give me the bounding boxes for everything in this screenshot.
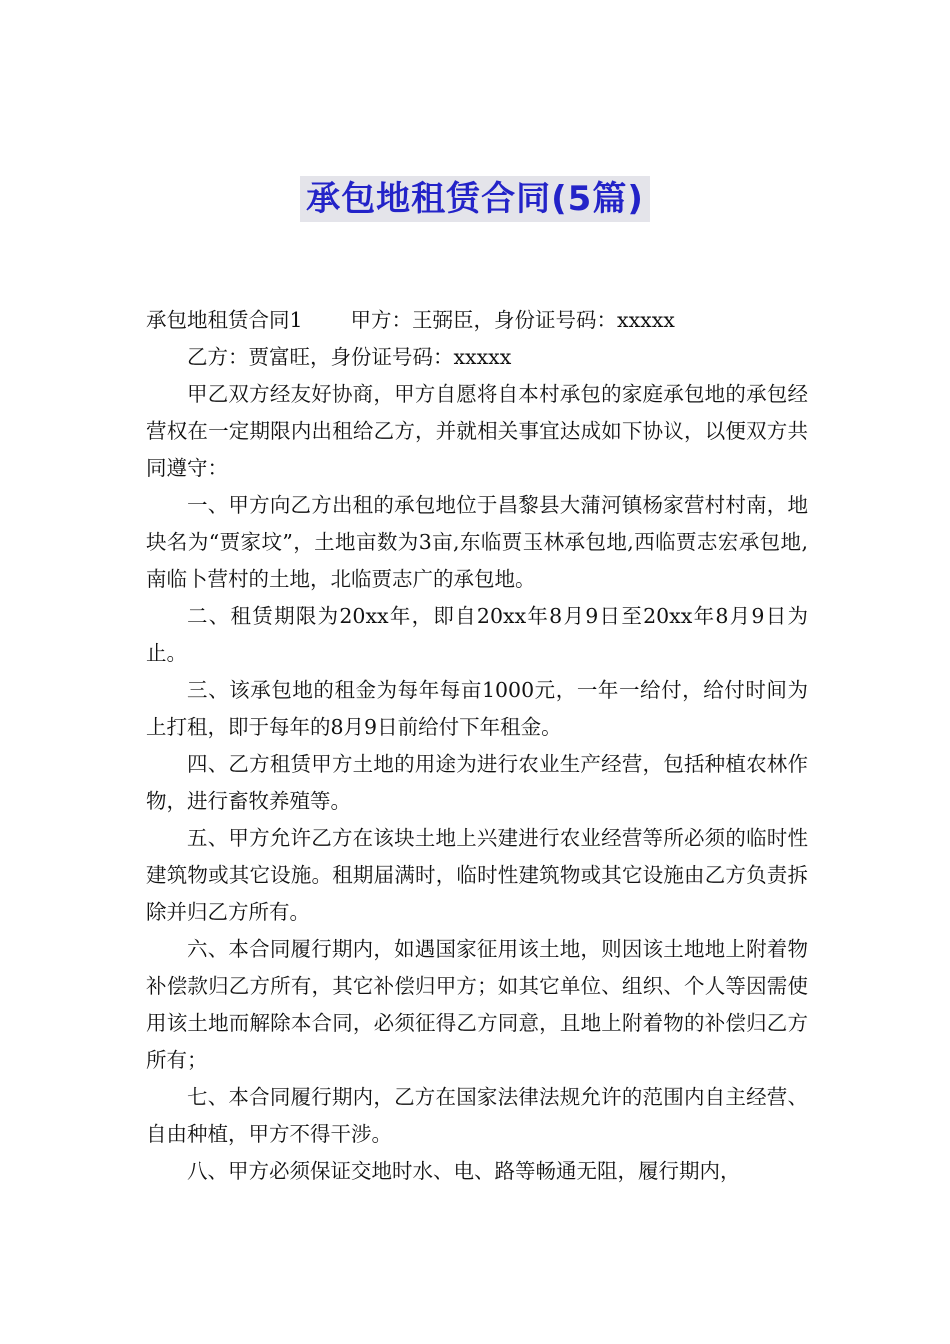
document-title: 承包地租赁合同(5篇) [300,176,650,222]
clause-6: 六、本合同履行期内，如遇国家征用该土地，则因该土地地上附着物补偿款归乙方所有，其它补偿归甲方；如其它单位、组织、个人等因需使用该土地而解除本合同，必须征得乙方同意，且地上附着物的补偿归乙方所有； [146,937,808,1072]
document-body [146,302,808,1190]
clause-1: 一、甲方向乙方出租的承包地位于昌黎县大蒲河镇杨家营村村南，地块名为“贾家坟”，土地亩数为3亩,东临贾玉林承包地,西临贾志宏承包地,南临卜营村的土地，北临贾志广的承包地。 [146,493,808,591]
clause-3: 三、该承包地的租金为每年每亩1000元，一年一给付，给付时间为上打租，即于每年的8月9日前给付下年租金。 [146,678,808,739]
clause-4: 四、乙方租赁甲方土地的用途为进行农业生产经营，包括种植农林作物，进行畜牧养殖等。 [146,752,808,813]
clause-7: 七、本合同履行期内，乙方在国家法律法规允许的范围内自主经营、自由种植，甲方不得干涉。 [146,1085,808,1146]
clause-2: 二、租赁期限为20xx年，即自20xx年8月9日至20xx年8月9日为止。 [146,604,808,665]
paragraph-intro: 甲乙双方经友好协商，甲方自愿将自本村承包的家庭承包地的承包经营权在一定期限内出租给乙方，并就相关事宜达成如下协议，以便双方共同遵守： [146,382,808,480]
contract-number-label: 承包地租赁合同1 [146,308,303,332]
contract-header-line [146,302,808,339]
party-a-line: 甲方：王弼臣，身份证号码：xxxxx [350,308,675,332]
clause-8: 八、甲方必须保证交地时水、电、路等畅通无阻，履行期内， [187,1159,741,1183]
party-b-line: 乙方：贾富旺，身份证号码：xxxxx [187,345,512,369]
title-container [0,176,950,222]
clause-5: 五、甲方允许乙方在该块土地上兴建进行农业经营等所必须的临时性建筑物或其它设施。租期届满时，临时性建筑物或其它设施由乙方负责拆除并归乙方所有。 [146,826,808,924]
